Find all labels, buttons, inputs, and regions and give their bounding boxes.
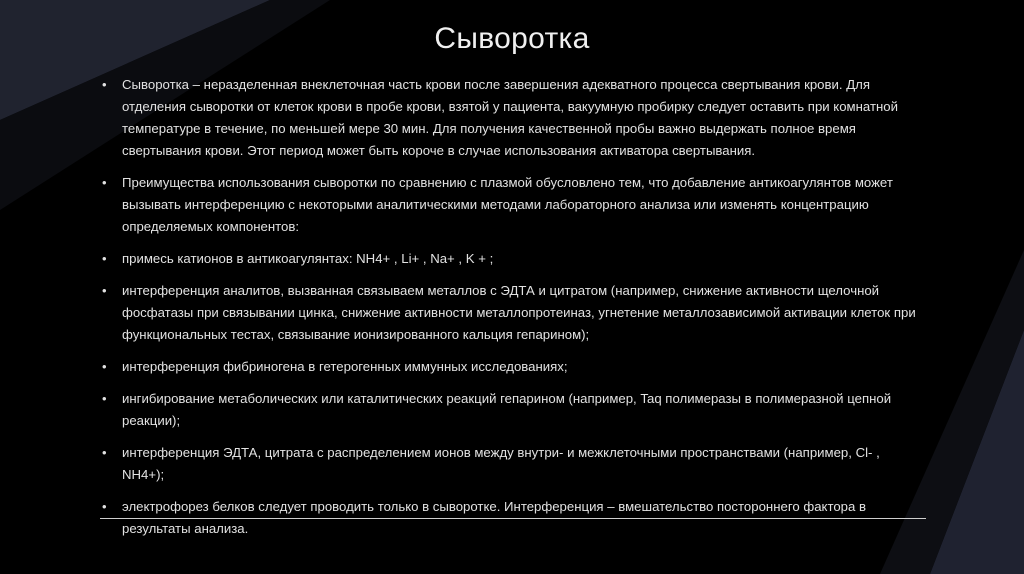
slide-title: Сыворотка: [434, 22, 590, 55]
bullet-marker: •: [102, 77, 107, 92]
divider-line: [100, 518, 926, 519]
bullet-text: интерференция аналитов, вызванная связываем металлов с ЭДТА и цитратом (например, снижение активности щелочной фосфатазы при связывании цинка, снижение активности металлопротеиназ, угнетение металлозависимой активации клеток при функциональных тестах, связывание ионизированного кальция гепарином);: [122, 283, 916, 342]
bullet-item: [100, 248, 920, 270]
bullet-text: электрофорез белков следует проводить только в сыворотке. Интерференция – вмешательство постороннего фактора в результаты анализа.: [122, 499, 867, 536]
bullet-text: интерференция фибриногена в гетерогенных иммунных исследованиях;: [122, 359, 568, 374]
bullet-text: Преимущества использования сыворотки по сравнению с плазмой обусловлено тем, что добавление антикоагулянтов может вызывать интерференцию с некоторыми аналитическими методами лабораторного анализа или изменять концентрацию определяемых компонентов:: [122, 175, 893, 234]
bullet-item: [100, 388, 920, 432]
bullet-item: [100, 280, 920, 346]
bullet-list: [100, 74, 920, 550]
bullet-item: [100, 74, 920, 162]
bullet-marker: •: [102, 391, 107, 406]
bullet-text: интерференция ЭДТА, цитрата с распределением ионов между внутри- и межклеточными пространствами (например, Cl- , NH4+);: [122, 445, 880, 482]
bullet-marker: •: [102, 359, 107, 374]
bullet-marker: •: [102, 499, 107, 514]
bullet-marker: •: [102, 445, 107, 460]
bullet-marker: •: [102, 251, 107, 266]
bullet-item: [100, 356, 920, 378]
bullet-text: ингибирование метаболических или каталитических реакций гепарином (например, Taq полимеразы в полимеразной цепной реакции);: [122, 391, 892, 428]
bullet-marker: •: [102, 283, 107, 298]
bullet-text: примесь катионов в антикоагулянтах: NH4+ , Li+ , Na+ , K + ;: [122, 251, 494, 266]
bullet-marker: •: [102, 175, 107, 190]
bullet-item: [100, 172, 920, 238]
bullet-item: [100, 442, 920, 486]
bullet-text: Сыворотка – неразделенная внеклеточная часть крови после завершения адекватного процесса свертывания крови. Для отделения сыворотки от клеток крови в пробе крови, взятой у пациента, вакуумную пробирку следует оставить при комнатной температуре в течение, по меньшей мере 30 мин. Для получения качественной пробы важно выдержать полное время свертывания крови. Этот период может быть короче в случае использования активатора свертывания.: [122, 77, 898, 158]
